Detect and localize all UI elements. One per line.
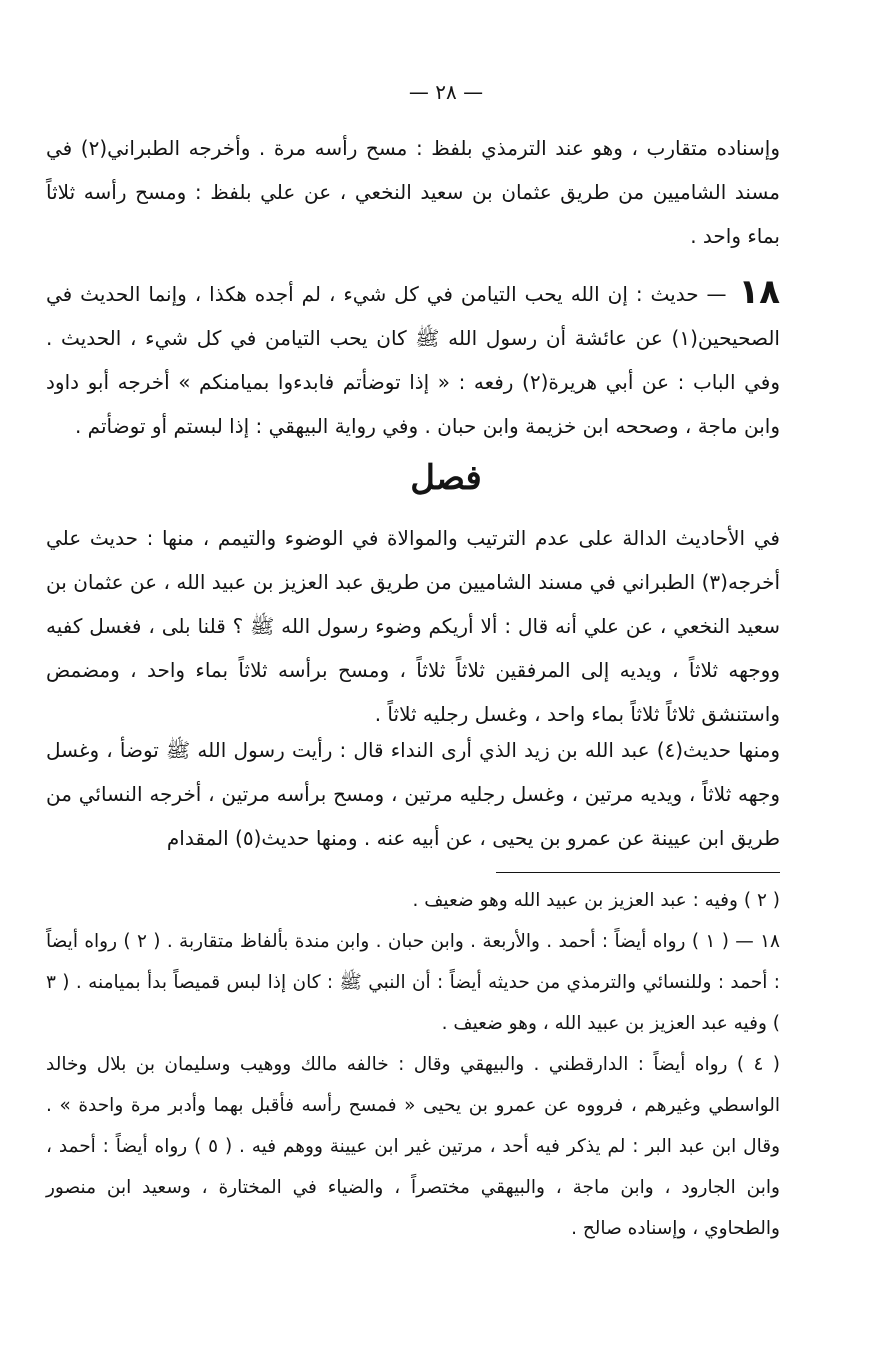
section-paragraph-2 xyxy=(46,728,780,860)
section-heading xyxy=(0,458,892,498)
section-text-2: ومنها حديث(٤) عبد الله بن زيد الذي أرى النداء قال : رأيت رسول الله ﷺ توضأ ، وغسل وجهه ثلاثاً ، ويديه مرتين ، وغسل رجليه مرتين ، ومسح برأسه مرتين ، أخرجه النسائي من طريق ابن عيينة عن عمرو بن يحيى ، عن أبيه عنه . ومنها حديث(٥) المقدام xyxy=(46,738,780,850)
hadith-18-body: — حديث : إن الله يحب التيامن في كل شيء ، لم أجده هكذا ، وإنما الحديث في الصحيحين(١) عن عائشة أن رسول الله ﷺ كان يحب التيامن في كل شيء ، الحديث . وفي الباب : عن أبي هريرة(٢) رفعه : « إذا توضأتم فابدءوا بميامنكم » أخرجه أبو داود وابن ماجة ، وصححه ابن خزيمة وابن حبان . وفي رواية البيهقي : إذا لبستم أو توضأتم . xyxy=(46,282,780,438)
hadith-18-paragraph xyxy=(46,270,780,448)
section-paragraph-1 xyxy=(46,516,780,736)
footnotes xyxy=(46,880,780,1249)
section-text-1: في الأحاديث الدالة على عدم الترتيب والموالاة في الوضوء والتيمم ، منها : حديث علي أخرجه(٣) الطبراني في مسند الشاميين من طريق عبد العزيز بن عبيد الله ، عن عثمان بن سعيد النخعي ، عن علي أنه قال : ألا أريكم وضوء رسول الله ﷺ ؟ قلنا بلى ، فغسل كفيه ووجهه ثلاثاً ، ويديه إلى المرفقين ثلاثاً ثلاثاً ، ومسح برأسه ثلاثاً بماء واحد ، ومضمض واستنشق ثلاثاً ثلاثاً بماء واحد ، وغسل رجليه ثلاثاً . xyxy=(46,526,780,726)
hadith-number: ١٨ xyxy=(738,272,780,312)
footnote-1: ( ٢ ) وفيه : عبد العزيز بن عبيد الله وهو ضعيف . xyxy=(412,890,780,911)
footnote-3: ( ٤ ) رواه أيضاً : الدارقطني . والبيهقي وقال : خالفه مالك ووهيب وسليمان بن بلال وخالد الواسطي وغيرهم ، فرووه عن عمرو بن يحيى « فمسح رأسه فأقبل بهما وأدبر مرة واحدة » . وقال ابن عبد البر : لم يذكر فيه أحد ، مرتين غير ابن عيينة ووهم فيه . ( ٥ ) رواه أيضاً : أحمد ، وابن الجارود ، وابن ماجة ، والبيهقي مختصراً ، والضياء في المختارة ، وسعيد ابن منصور والطحاوي ، وإسناده صالح . xyxy=(46,1054,780,1239)
footnote-divider xyxy=(496,872,780,873)
continuation-paragraph xyxy=(46,126,780,258)
page-number: — ٢٨ — xyxy=(408,80,484,104)
footnote-2: ١٨ — ( ١ ) رواه أيضاً : أحمد . والأربعة . وابن حبان . وابن مندة بألفاظ متقاربة . ( ٢ ) رواه أيضاً : أحمد : وللنسائي والترمذي من حديثه أيضاً : أن النبي ﷺ : كان إذا لبس قميصاً بدأ بميامنه . ( ٣ ) وفيه عبد العزيز بن عبيد الله ، وهو ضعيف . xyxy=(46,931,780,1034)
hadith-18-text xyxy=(46,270,780,448)
section-title-text: فصل xyxy=(410,458,482,498)
continuation-text: وإسناده متقارب ، وهو عند الترمذي بلفظ : مسح رأسه مرة . وأخرجه الطبراني(٢) في مسند الشاميين من طريق عثمان بن سعيد النخعي ، عن علي بلفظ : ومسح رأسه ثلاثاً بماء واحد . xyxy=(46,136,780,248)
